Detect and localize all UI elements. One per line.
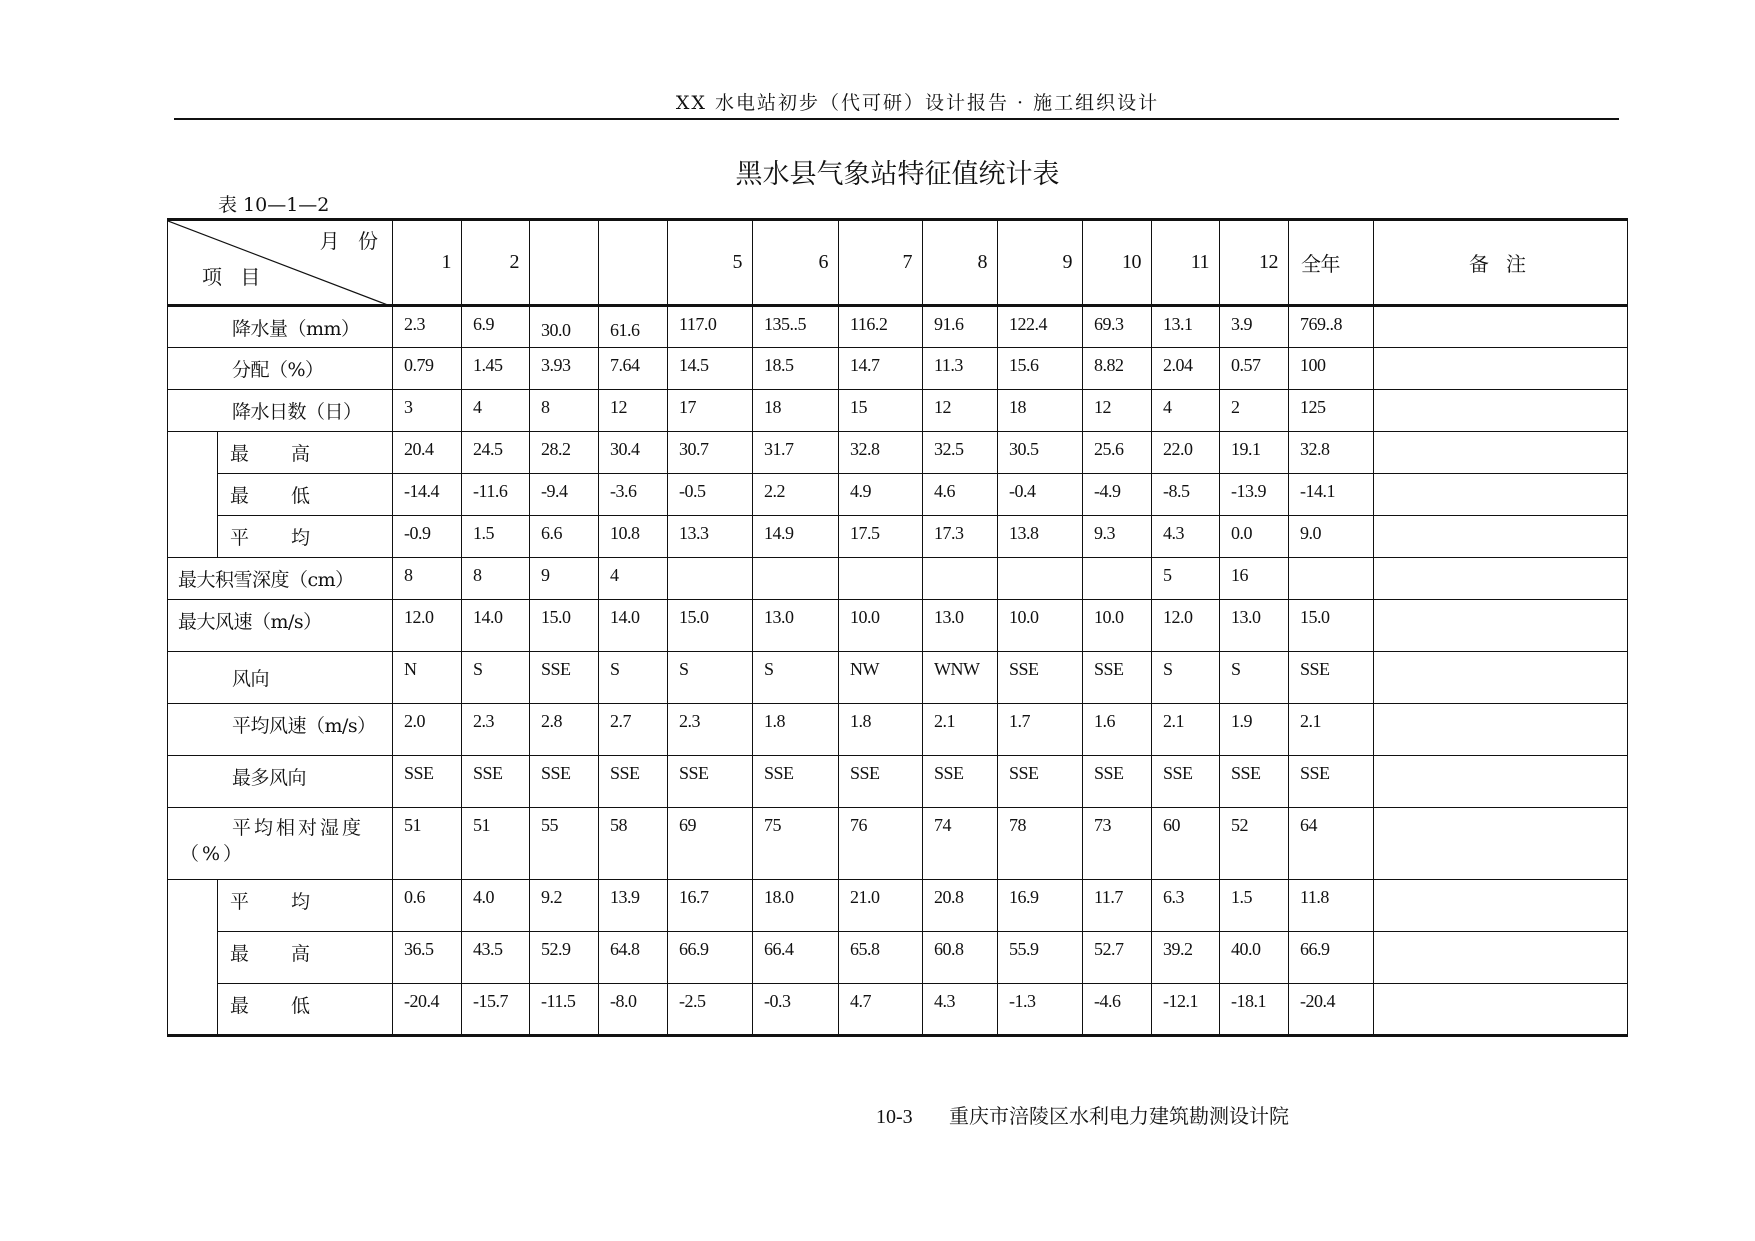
- value-cell: 22.0: [1152, 432, 1220, 474]
- table-row: [168, 932, 1628, 984]
- value-cell: 1.8: [839, 704, 923, 756]
- value-cell: [668, 558, 753, 600]
- annual-cell: 769..8: [1289, 306, 1374, 348]
- value-cell: 10.8: [599, 516, 668, 558]
- running-header: XX 水电站初步（代可研）设计报告 · 施工组织设计: [675, 92, 1160, 114]
- value-cell: 12.0: [1152, 600, 1220, 652]
- value-cell: 1.7: [998, 704, 1083, 756]
- value-cell: 55.9: [998, 932, 1083, 984]
- value-cell: 1.8: [753, 704, 839, 756]
- document-title: 黑水县气象站特征值统计表: [735, 159, 1060, 190]
- value-cell: 13.0: [1220, 600, 1289, 652]
- value-cell: 8: [393, 558, 462, 600]
- value-cell: 75: [753, 808, 839, 880]
- value-cell: 13.0: [753, 600, 839, 652]
- value-cell: 64.8: [599, 932, 668, 984]
- value-cell: 73: [1083, 808, 1152, 880]
- value-cell: -0.3: [753, 984, 839, 1036]
- remark-cell: [1374, 984, 1628, 1036]
- table-row: [168, 880, 1628, 932]
- header-corner-cell: [168, 220, 393, 306]
- annual-cell: 66.9: [1289, 932, 1374, 984]
- value-cell: 19.1: [1220, 432, 1289, 474]
- row-label: 最大风速（m/s）: [168, 600, 393, 652]
- remark-cell: [1374, 880, 1628, 932]
- value-cell: 117.0: [668, 306, 753, 348]
- value-cell: 24.5: [462, 432, 530, 474]
- value-cell: 2.1: [923, 704, 998, 756]
- value-cell: S: [753, 652, 839, 704]
- value-cell: -3.6: [599, 474, 668, 516]
- month-header: 11: [1152, 220, 1220, 306]
- row-label: 最 低: [218, 984, 393, 1036]
- row-label: 最 低: [218, 474, 393, 516]
- row-label: 平均相对湿度（%）: [168, 808, 393, 880]
- value-cell: 4: [1152, 390, 1220, 432]
- table-row: [168, 348, 1628, 390]
- row-label: 降水日数（日）: [168, 390, 393, 432]
- month-header: 9: [998, 220, 1083, 306]
- value-cell: 16.7: [668, 880, 753, 932]
- remark-header: 备 注: [1374, 220, 1628, 306]
- value-cell: -18.1: [1220, 984, 1289, 1036]
- value-cell: 65.8: [839, 932, 923, 984]
- annual-cell: 32.8: [1289, 432, 1374, 474]
- value-cell: SSE: [998, 652, 1083, 704]
- value-cell: 51: [462, 808, 530, 880]
- value-cell: 14.5: [668, 348, 753, 390]
- value-cell: 20.4: [393, 432, 462, 474]
- value-cell: 18: [753, 390, 839, 432]
- value-cell: 12.0: [393, 600, 462, 652]
- value-cell: 55: [530, 808, 599, 880]
- value-cell: 116.2: [839, 306, 923, 348]
- value-cell: 15.0: [668, 600, 753, 652]
- value-cell: [753, 558, 839, 600]
- annual-header: 全年: [1289, 220, 1374, 306]
- value-cell: [839, 558, 923, 600]
- annual-cell: [1289, 558, 1374, 600]
- value-cell: 21.0: [839, 880, 923, 932]
- value-cell: 8: [530, 390, 599, 432]
- value-cell: SSE: [393, 756, 462, 808]
- value-cell: 6.9: [462, 306, 530, 348]
- value-cell: 11.3: [923, 348, 998, 390]
- header-rule: [174, 118, 1619, 120]
- value-cell: 14.0: [462, 600, 530, 652]
- row-label: 分配（%）: [168, 348, 393, 390]
- group-spacer-cell: [168, 474, 218, 516]
- value-cell: -0.9: [393, 516, 462, 558]
- value-cell: 2.8: [530, 704, 599, 756]
- value-cell: 9.2: [530, 880, 599, 932]
- value-cell: S: [599, 652, 668, 704]
- value-cell: 69: [668, 808, 753, 880]
- row-label: 平 均: [218, 516, 393, 558]
- value-cell: 3.93: [530, 348, 599, 390]
- value-cell: 13.0: [923, 600, 998, 652]
- table-row: [168, 390, 1628, 432]
- value-cell: 4: [599, 558, 668, 600]
- value-cell: 30.7: [668, 432, 753, 474]
- value-cell: 2.04: [1152, 348, 1220, 390]
- value-cell: 43.5: [462, 932, 530, 984]
- value-cell: 1.5: [462, 516, 530, 558]
- remark-cell: [1374, 756, 1628, 808]
- value-cell: 18: [998, 390, 1083, 432]
- group-spacer-cell: [168, 880, 218, 932]
- value-cell: 4.0: [462, 880, 530, 932]
- row-label: 平均风速（m/s）: [168, 704, 393, 756]
- group-spacer-cell: [168, 516, 218, 558]
- remark-cell: [1374, 432, 1628, 474]
- value-cell: -8.0: [599, 984, 668, 1036]
- row-label: 风向: [168, 652, 393, 704]
- remark-cell: [1374, 704, 1628, 756]
- table-row: [168, 558, 1628, 600]
- table-row: [168, 984, 1628, 1036]
- value-cell: 2.1: [1152, 704, 1220, 756]
- value-cell: S: [462, 652, 530, 704]
- value-cell: SSE: [1220, 756, 1289, 808]
- value-cell: 52: [1220, 808, 1289, 880]
- value-cell: 12: [599, 390, 668, 432]
- value-cell: 66.9: [668, 932, 753, 984]
- month-header: 6: [753, 220, 839, 306]
- value-cell: 51: [393, 808, 462, 880]
- value-cell: 13.9: [599, 880, 668, 932]
- value-cell: [1083, 558, 1152, 600]
- value-cell: 0.0: [1220, 516, 1289, 558]
- value-cell: 2.3: [668, 704, 753, 756]
- value-cell: 6.3: [1152, 880, 1220, 932]
- value-cell: 14.0: [599, 600, 668, 652]
- value-cell: 8: [462, 558, 530, 600]
- value-cell: 6.6: [530, 516, 599, 558]
- annual-cell: 125: [1289, 390, 1374, 432]
- value-cell: 13.1: [1152, 306, 1220, 348]
- annual-cell: 11.8: [1289, 880, 1374, 932]
- table-header-row: [168, 220, 1628, 306]
- value-cell: 39.2: [1152, 932, 1220, 984]
- value-cell: 1.5: [1220, 880, 1289, 932]
- group-spacer-cell: [168, 932, 218, 984]
- annual-cell: 2.1: [1289, 704, 1374, 756]
- value-cell: SSE: [530, 756, 599, 808]
- value-cell: 25.6: [1083, 432, 1152, 474]
- value-cell: 135..5: [753, 306, 839, 348]
- value-cell: -1.3: [998, 984, 1083, 1036]
- remark-cell: [1374, 474, 1628, 516]
- value-cell: 15: [839, 390, 923, 432]
- remark-cell: [1374, 932, 1628, 984]
- value-cell: -4.9: [1083, 474, 1152, 516]
- group-spacer-cell: [168, 984, 218, 1036]
- value-cell: 12: [923, 390, 998, 432]
- value-cell: 31.7: [753, 432, 839, 474]
- row-label: 最大积雪深度（cm）: [168, 558, 393, 600]
- value-cell: SSE: [998, 756, 1083, 808]
- table-row: [168, 652, 1628, 704]
- month-header: 2: [462, 220, 530, 306]
- value-cell: [998, 558, 1083, 600]
- value-cell: 122.4: [998, 306, 1083, 348]
- value-cell: -12.1: [1152, 984, 1220, 1036]
- row-label: 最多风向: [168, 756, 393, 808]
- value-cell: 78: [998, 808, 1083, 880]
- value-cell: 76: [839, 808, 923, 880]
- month-header: 10: [1083, 220, 1152, 306]
- table-number: 表 10—1—2: [218, 194, 330, 216]
- table-row: [168, 306, 1628, 348]
- value-cell: SSE: [839, 756, 923, 808]
- value-cell: 2.0: [393, 704, 462, 756]
- value-cell: 10.0: [839, 600, 923, 652]
- month-header: 5: [668, 220, 753, 306]
- month-header: 1: [393, 220, 462, 306]
- value-cell: 17.5: [839, 516, 923, 558]
- annual-cell: -14.1: [1289, 474, 1374, 516]
- page-number: 10-3: [876, 1106, 913, 1128]
- value-cell: 3: [393, 390, 462, 432]
- value-cell: SSE: [668, 756, 753, 808]
- corner-item-label: 项 目: [202, 265, 267, 289]
- value-cell: 69.3: [1083, 306, 1152, 348]
- table-row: [168, 808, 1628, 880]
- value-cell: 52.7: [1083, 932, 1152, 984]
- value-cell: 60.8: [923, 932, 998, 984]
- remark-cell: [1374, 652, 1628, 704]
- value-cell: SSE: [1152, 756, 1220, 808]
- value-cell: 0.79: [393, 348, 462, 390]
- value-cell: 2.2: [753, 474, 839, 516]
- value-cell: 61.6: [599, 306, 668, 348]
- value-cell: 2.7: [599, 704, 668, 756]
- value-cell: 4.6: [923, 474, 998, 516]
- value-cell: 17: [668, 390, 753, 432]
- group-spacer-cell: [168, 432, 218, 474]
- annual-cell: 100: [1289, 348, 1374, 390]
- month-header: 8: [923, 220, 998, 306]
- value-cell: 17.3: [923, 516, 998, 558]
- value-cell: 58: [599, 808, 668, 880]
- value-cell: -15.7: [462, 984, 530, 1036]
- annual-cell: -20.4: [1289, 984, 1374, 1036]
- value-cell: 4.7: [839, 984, 923, 1036]
- value-cell: 9.3: [1083, 516, 1152, 558]
- value-cell: -4.6: [1083, 984, 1152, 1036]
- value-cell: 15.0: [530, 600, 599, 652]
- value-cell: SSE: [753, 756, 839, 808]
- value-cell: 30.0: [530, 306, 599, 348]
- remark-cell: [1374, 558, 1628, 600]
- value-cell: 36.5: [393, 932, 462, 984]
- month-header: 12: [1220, 220, 1289, 306]
- remark-cell: [1374, 600, 1628, 652]
- value-cell: 91.6: [923, 306, 998, 348]
- value-cell: 4: [462, 390, 530, 432]
- value-cell: 10.0: [998, 600, 1083, 652]
- value-cell: 1.9: [1220, 704, 1289, 756]
- value-cell: 30.4: [599, 432, 668, 474]
- row-label: 最 高: [218, 432, 393, 474]
- value-cell: 28.2: [530, 432, 599, 474]
- value-cell: -8.5: [1152, 474, 1220, 516]
- value-cell: 11.7: [1083, 880, 1152, 932]
- value-cell: SSE: [530, 652, 599, 704]
- annual-cell: 15.0: [1289, 600, 1374, 652]
- annual-cell: 64: [1289, 808, 1374, 880]
- value-cell: S: [668, 652, 753, 704]
- value-cell: 4.9: [839, 474, 923, 516]
- value-cell: 2.3: [462, 704, 530, 756]
- value-cell: 2.3: [393, 306, 462, 348]
- value-cell: 32.5: [923, 432, 998, 474]
- corner-month-label: 月 份: [319, 229, 384, 253]
- value-cell: 9: [530, 558, 599, 600]
- value-cell: SSE: [599, 756, 668, 808]
- value-cell: 5: [1152, 558, 1220, 600]
- remark-cell: [1374, 306, 1628, 348]
- table-row: [168, 516, 1628, 558]
- value-cell: -2.5: [668, 984, 753, 1036]
- value-cell: -0.4: [998, 474, 1083, 516]
- remark-cell: [1374, 348, 1628, 390]
- value-cell: 14.7: [839, 348, 923, 390]
- value-cell: 4.3: [1152, 516, 1220, 558]
- value-cell: 2: [1220, 390, 1289, 432]
- value-cell: -14.4: [393, 474, 462, 516]
- value-cell: 3.9: [1220, 306, 1289, 348]
- value-cell: SSE: [462, 756, 530, 808]
- value-cell: SSE: [1083, 652, 1152, 704]
- table-row: [168, 756, 1628, 808]
- page-footer: [876, 1100, 1289, 1129]
- month-header: 7: [839, 220, 923, 306]
- value-cell: [923, 558, 998, 600]
- value-cell: N: [393, 652, 462, 704]
- value-cell: -13.9: [1220, 474, 1289, 516]
- annual-cell: SSE: [1289, 756, 1374, 808]
- value-cell: 13.8: [998, 516, 1083, 558]
- value-cell: 30.5: [998, 432, 1083, 474]
- table-row: [168, 600, 1628, 652]
- month-header: [599, 220, 668, 306]
- value-cell: 16: [1220, 558, 1289, 600]
- value-cell: -11.6: [462, 474, 530, 516]
- value-cell: -9.4: [530, 474, 599, 516]
- value-cell: 12: [1083, 390, 1152, 432]
- value-cell: 4.3: [923, 984, 998, 1036]
- value-cell: 0.6: [393, 880, 462, 932]
- table-row: [168, 474, 1628, 516]
- table-row: [168, 432, 1628, 474]
- value-cell: 18.0: [753, 880, 839, 932]
- remark-cell: [1374, 808, 1628, 880]
- value-cell: 10.0: [1083, 600, 1152, 652]
- month-header: [530, 220, 599, 306]
- value-cell: 32.8: [839, 432, 923, 474]
- value-cell: 15.6: [998, 348, 1083, 390]
- value-cell: 8.82: [1083, 348, 1152, 390]
- value-cell: 74: [923, 808, 998, 880]
- row-label: 降水量（mm）: [168, 306, 393, 348]
- weather-stats-table: [167, 218, 1628, 1037]
- value-cell: -11.5: [530, 984, 599, 1036]
- value-cell: 1.45: [462, 348, 530, 390]
- annual-cell: 9.0: [1289, 516, 1374, 558]
- value-cell: -20.4: [393, 984, 462, 1036]
- value-cell: WNW: [923, 652, 998, 704]
- footer-organization: 重庆市涪陵区水利电力建筑勘测设计院: [949, 1104, 1290, 1128]
- remark-cell: [1374, 390, 1628, 432]
- value-cell: 18.5: [753, 348, 839, 390]
- row-label: 最 高: [218, 932, 393, 984]
- value-cell: 13.3: [668, 516, 753, 558]
- row-label: 平 均: [218, 880, 393, 932]
- value-cell: S: [1152, 652, 1220, 704]
- annual-cell: SSE: [1289, 652, 1374, 704]
- value-cell: SSE: [1083, 756, 1152, 808]
- value-cell: 52.9: [530, 932, 599, 984]
- value-cell: 66.4: [753, 932, 839, 984]
- value-cell: 0.57: [1220, 348, 1289, 390]
- value-cell: 14.9: [753, 516, 839, 558]
- value-cell: 1.6: [1083, 704, 1152, 756]
- value-cell: 7.64: [599, 348, 668, 390]
- table-row: [168, 704, 1628, 756]
- value-cell: 60: [1152, 808, 1220, 880]
- value-cell: 16.9: [998, 880, 1083, 932]
- value-cell: SSE: [923, 756, 998, 808]
- value-cell: S: [1220, 652, 1289, 704]
- value-cell: -0.5: [668, 474, 753, 516]
- value-cell: 20.8: [923, 880, 998, 932]
- remark-cell: [1374, 516, 1628, 558]
- value-cell: NW: [839, 652, 923, 704]
- value-cell: 40.0: [1220, 932, 1289, 984]
